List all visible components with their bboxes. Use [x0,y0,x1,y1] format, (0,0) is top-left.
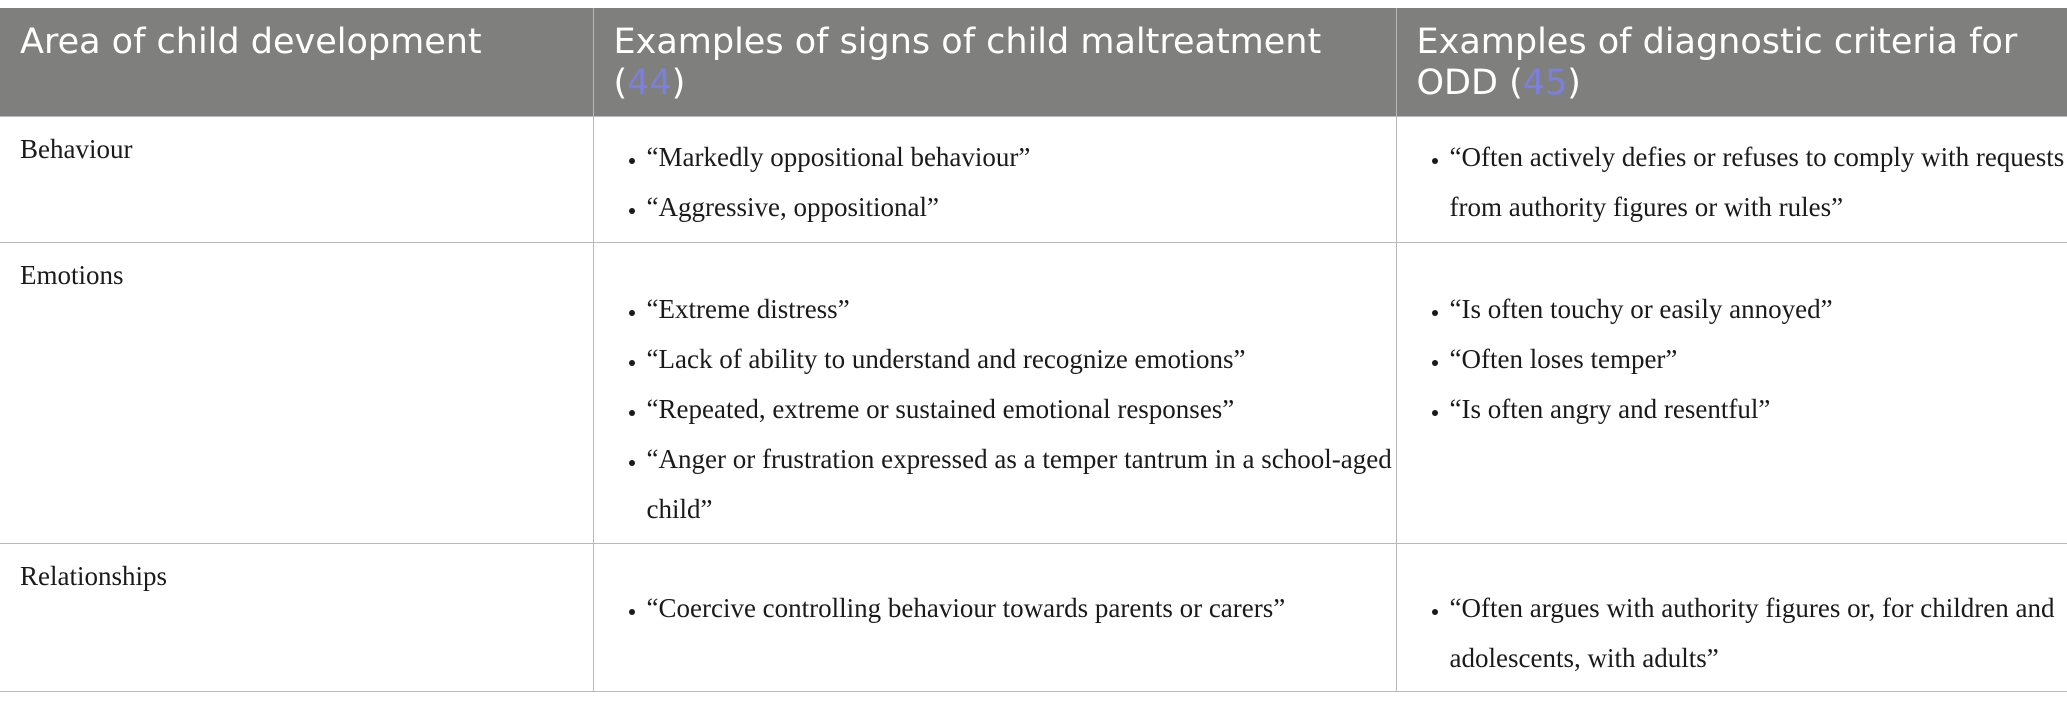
list-item: • “Is often touchy or easily annoyed” [1450,284,2067,334]
list-item: • “Anger or frustration expressed as a temper tantrum in a school-aged child” [647,434,1396,534]
signs-list [594,284,1396,534]
list-item: • “Aggressive, oppositional” [647,182,1396,232]
header-signs: Examples of signs of child maltreatment (44) [593,8,1396,117]
criteria-reference-link[interactable]: 45 [1522,63,1568,103]
area-label: Emotions [20,260,124,290]
criteria-list [1397,583,2067,683]
list-item: • “Coercive controlling behaviour towards parents or carers” [647,583,1396,633]
area-cell [0,544,593,692]
table-row [0,117,2067,243]
header-criteria-label: Examples of diagnostic criteria for ODD [1416,22,2018,103]
criteria-cell [1396,117,2067,243]
list-item: • “Is often angry and resentful” [1450,384,2067,434]
table-row [0,544,2067,692]
list-item: • “Often actively defies or refuses to comply with requests from authority figures or with rules” [1450,132,2067,232]
table-row [0,243,2067,544]
list-item: • “Markedly oppositional behaviour” [647,132,1396,182]
area-cell [0,243,593,544]
comparison-table [0,8,2067,692]
criteria-list [1397,284,2067,434]
header-criteria: Examples of diagnostic criteria for ODD (45) [1396,8,2067,117]
header-row [0,8,2067,117]
header-area-label: Area of child development [20,22,482,62]
signs-cell [593,117,1396,243]
area-label: Behaviour [20,134,133,164]
signs-list [594,583,1396,633]
list-item: • “Often loses temper” [1450,334,2067,384]
criteria-cell [1396,243,2067,544]
criteria-list [1397,132,2067,232]
signs-list [594,132,1396,232]
area-label: Relationships [20,561,167,591]
signs-reference-link[interactable]: 44 [627,63,672,103]
list-item: • “Extreme distress” [647,284,1396,334]
list-item: • “Lack of ability to understand and recognize emotions” [647,334,1396,384]
header-signs-label: Examples of signs of child maltreatment [613,22,1322,62]
list-item: • “Repeated, extreme or sustained emotional responses” [647,384,1396,434]
signs-cell [593,243,1396,544]
area-cell [0,117,593,243]
header-area [0,8,593,117]
criteria-cell [1396,544,2067,692]
list-item: • “Often argues with authority figures or, for children and adolescents, with adults” [1450,583,2067,683]
signs-cell [593,544,1396,692]
